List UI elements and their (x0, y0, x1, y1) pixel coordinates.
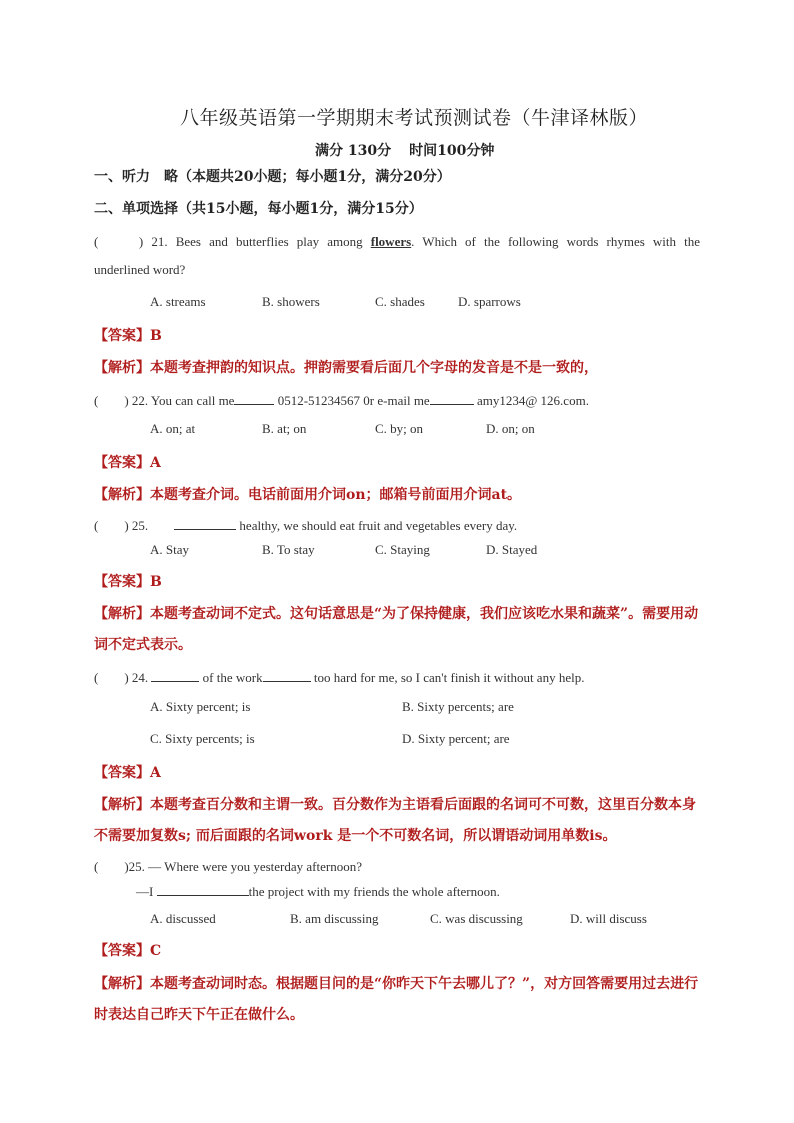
q24-option-a: A. Sixty percent; is (150, 699, 251, 714)
question-25a: ( ) 25. healthy, we should eat fruit and vegetables every day. (94, 518, 518, 533)
question-22: ( ) 22. You can call me 0512-51234567 0r e-mail me amy1234@ 126.com. (94, 393, 589, 408)
blank (430, 404, 474, 405)
full-score: 满分 130分 (315, 143, 392, 159)
blank (174, 529, 236, 530)
blank (157, 895, 249, 896)
q25b-analysis-line1: 【解析】本题考查动词时态。根据题目问的是“你昨天下午去哪儿了？”，对方回答需要用过去进行 (94, 976, 699, 992)
q22-option-a: A. on; at (150, 421, 196, 436)
q25b-answer: 【答案】C (94, 943, 162, 959)
q21-option-b: B. showers (262, 294, 320, 309)
q24-option-d: D. Sixty percent; are (402, 731, 510, 746)
q25b-option-c: C. was discussing (430, 911, 523, 926)
q25a-analysis-line1: 【解析】本题考查动词不定式。这句话意思是“为了保持健康，我们应该吃水果和蔬菜”。需要用动 (94, 606, 699, 622)
blank (263, 681, 311, 682)
q25a-option-a: A. Stay (150, 542, 189, 557)
q25a-option-c: C. Staying (375, 542, 430, 557)
q21-option-a: A. streams (150, 294, 206, 309)
q21-option-c: C. shades (375, 294, 425, 309)
q25b-analysis-line2: 时表达自己昨天下午正在做什么。 (94, 1007, 304, 1023)
question-24: ( ) 24. of the work too hard for me, so I can't finish it without any help. (94, 670, 585, 685)
q25a-option-d: D. Stayed (486, 542, 538, 557)
q25b-option-b: B. am discussing (290, 911, 379, 926)
q25b-option-a: A. discussed (150, 911, 216, 926)
q24-analysis-line1: 【解析】本题考查百分数和主谓一致。百分数作为主语看后面跟的名词可不可数，这里百分数本身 (94, 797, 696, 813)
q22-option-d: D. on; on (486, 421, 535, 436)
q22-option-c: C. by; on (375, 421, 424, 436)
blank (234, 404, 274, 405)
q24-analysis-line2: 不需要加复数s; 而后面跟的名词work 是一个不可数名词，所以谓语动词用单数is。 (94, 828, 617, 844)
q21-analysis: 【解析】本题考查押韵的知识点。押韵需要看后面几个字母的发音是不是一致的， (94, 360, 598, 376)
question-25b-line2: —I the project with my friends the whole afternoon. (136, 884, 500, 899)
underlined-word: flowers (370, 234, 412, 249)
q22-option-b: B. at; on (262, 421, 307, 436)
q21-option-d: D. sparrows (458, 294, 521, 309)
q21-answer: 【答案】B (94, 328, 162, 344)
exam-title: 八年级英语第一学期期末考试预测试卷（牛津译林版） (180, 107, 649, 129)
q22-answer: 【答案】A (94, 455, 161, 471)
question-21-line2: underlined word? (94, 262, 186, 277)
q25a-analysis-line2: 词不定式表示。 (94, 637, 192, 653)
q24-answer: 【答案】A (94, 765, 161, 781)
blank (151, 681, 199, 682)
q25a-answer: 【答案】B (94, 574, 162, 590)
section-single-choice: 二、单项选择（共15小题，每小题1分，满分15分） (94, 201, 423, 217)
q25a-option-b: B. To stay (262, 542, 315, 557)
time-limit: 时间100分钟 (409, 143, 495, 159)
section-listening: 一、听力 略（本题共20小题；每小题1分，满分20分） (94, 169, 451, 185)
q24-option-c: C. Sixty percents; is (150, 731, 255, 746)
question-25b-line1: ( )25. — Where were you yesterday afternoon? (94, 859, 362, 874)
exam-info (315, 140, 494, 160)
question-21-line1: ( ) 21. Bees and butterflies play among flowers. Which of the following words rhymes with the (94, 234, 700, 249)
q24-option-b: B. Sixty percents; are (402, 699, 514, 714)
q22-analysis: 【解析】本题考查介词。电话前面用介词on；邮箱号前面用介词at。 (94, 487, 522, 503)
q25b-option-d: D. will discuss (570, 911, 647, 926)
